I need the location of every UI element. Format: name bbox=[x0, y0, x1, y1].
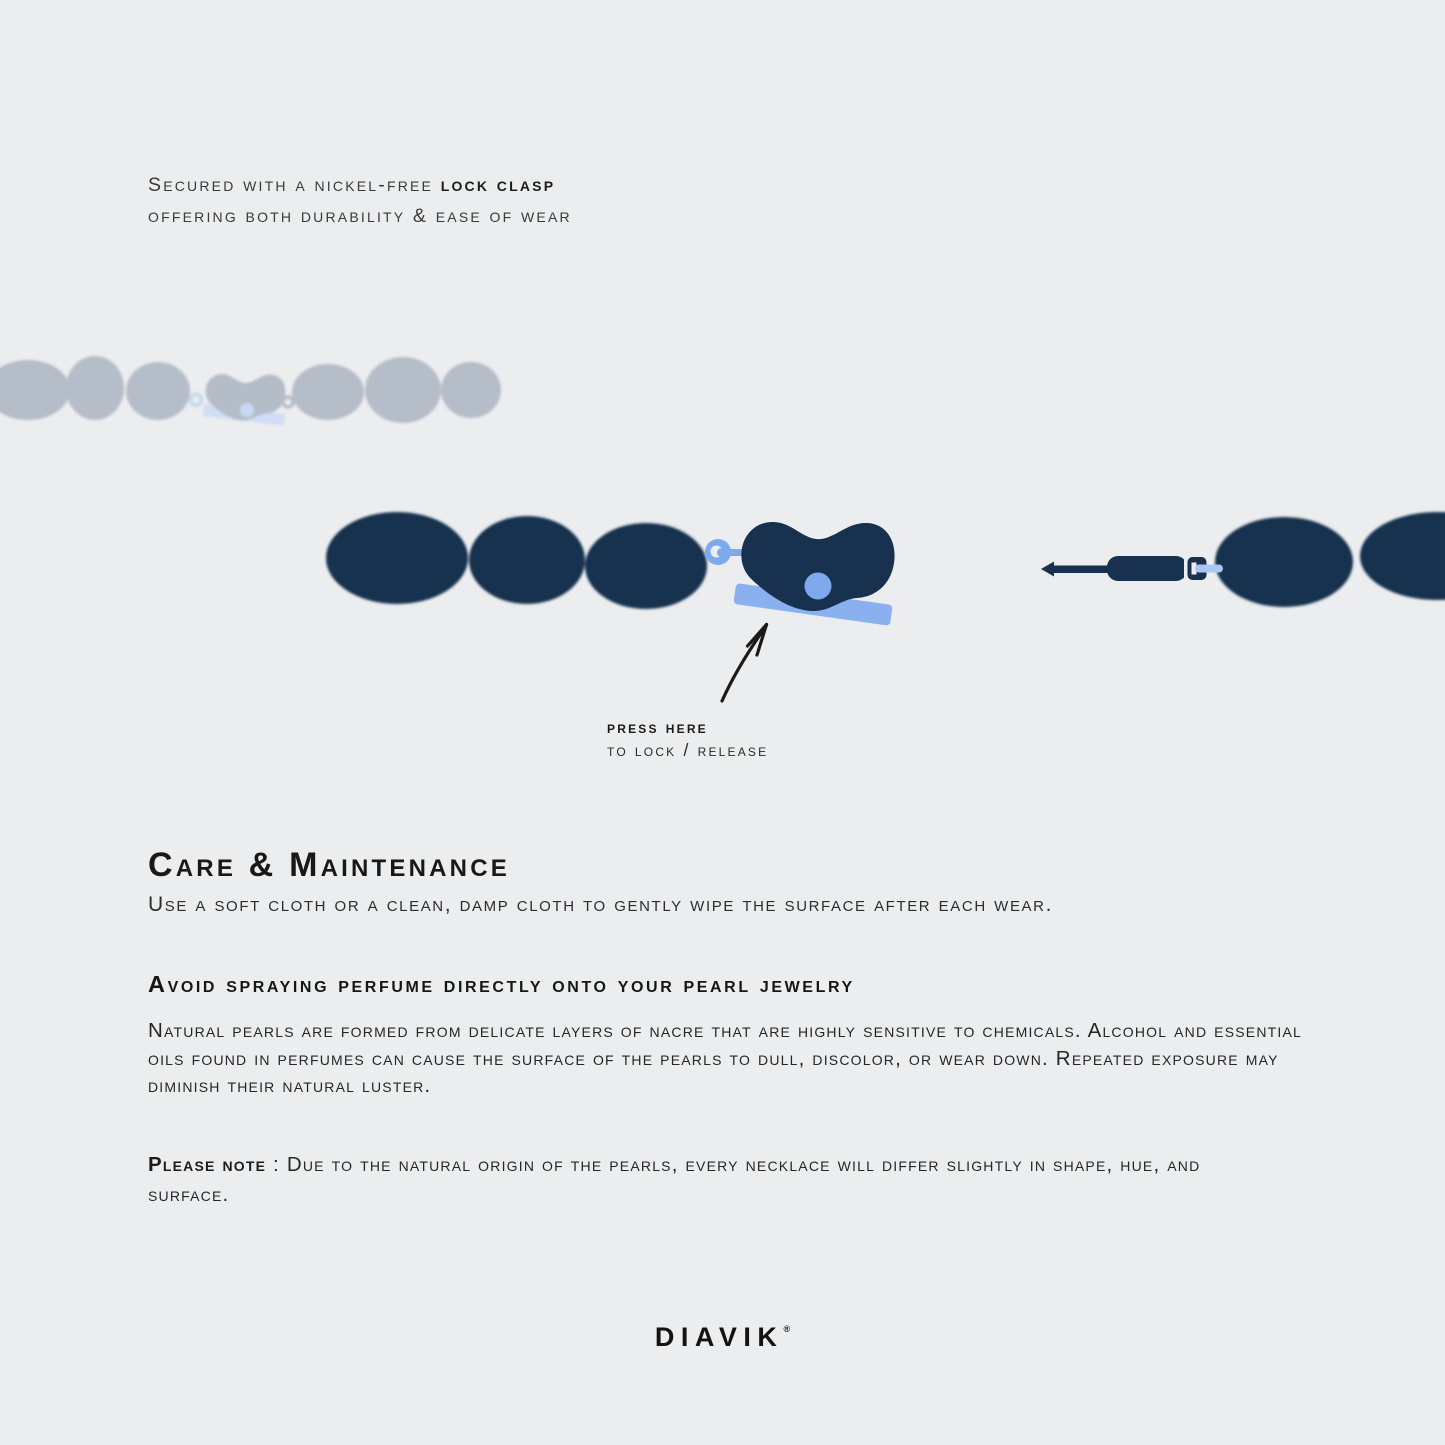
faded-pearl bbox=[0, 360, 70, 420]
intro-line1 bbox=[148, 170, 572, 201]
perfume-warning-title: Avoid spraying perfume directly onto your pearl jewelry bbox=[148, 971, 855, 997]
perfume-warning-body: Natural pearls are formed from delicate layers of nacre that are highly sensitive to chemicals. Alcohol and essential oils found in perfumes can cause the surface of the pearls to dull, discolor, or wear down. Repeated exposure may diminish their natural luster. bbox=[148, 1019, 1302, 1097]
pearl bbox=[1360, 512, 1445, 600]
callout-press-here: press here bbox=[607, 717, 708, 737]
please-note-label: Please note bbox=[148, 1153, 267, 1176]
press-here-callout bbox=[607, 716, 768, 762]
callout-lock-release: to lock / release bbox=[607, 740, 769, 760]
faded-pearl bbox=[126, 362, 190, 420]
pearl bbox=[469, 516, 585, 604]
arrow-annotation bbox=[722, 625, 767, 702]
care-section-title: Care & Maintenance bbox=[148, 846, 510, 884]
pearl bbox=[326, 512, 468, 604]
pearl bbox=[585, 523, 707, 609]
intro-line1-text: Secured with a nickel-free bbox=[148, 174, 441, 196]
please-note-body: : Due to the natural origin of the pearls, every necklace will differ slightly in shape, hue, and surface. bbox=[148, 1153, 1201, 1206]
clasp-description bbox=[148, 170, 572, 232]
faded-pearl bbox=[365, 357, 441, 423]
faded-jump-ring-icon bbox=[191, 395, 202, 406]
faded-pearl bbox=[441, 362, 501, 418]
clasp-pin bbox=[1041, 554, 1223, 584]
brand-name: DIAVIK bbox=[654, 1322, 784, 1352]
jump-ring-icon bbox=[705, 539, 746, 565]
faded-pearl bbox=[292, 364, 364, 420]
faded-pearl bbox=[66, 356, 124, 420]
intro-line1-bold: lock clasp bbox=[440, 174, 556, 196]
brand-logo bbox=[0, 1322, 1445, 1353]
faded-jump-ring-icon bbox=[283, 397, 293, 407]
pearl bbox=[1215, 517, 1353, 607]
care-intro-text: Use a soft cloth or a clean, damp cloth to gently wipe the surface after each wear. bbox=[148, 893, 1054, 916]
faded-necklace-preview bbox=[0, 356, 501, 426]
press-button-icon bbox=[805, 573, 832, 600]
trademark-symbol: ® bbox=[783, 1324, 791, 1334]
intro-line2: offering both durability & ease of wear bbox=[148, 205, 572, 227]
please-note-text bbox=[148, 1150, 1228, 1210]
faded-press-button bbox=[240, 403, 254, 417]
main-necklace-strand bbox=[326, 512, 1445, 626]
